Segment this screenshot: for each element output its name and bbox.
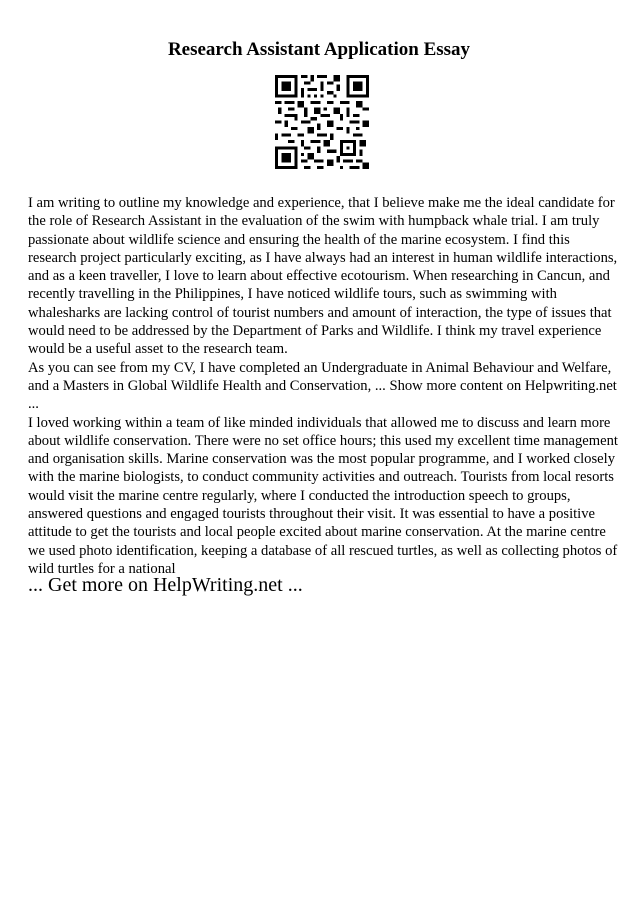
get-more-link[interactable]: ... Get more on HelpWriting.net ... [28,574,303,596]
qr-code-icon [275,75,369,169]
qr-code-graphic [275,75,369,169]
page-title: Research Assistant Application Essay [167,39,471,60]
paragraph-3: I loved working within a team of like minded individuals that allowed me to discuss and learn more about wildlife conservation. There were no set office hours; this used my excellent time management and organisation skills. Marine conservation was the most popular programme, and I worked closely with the marine biologists, to conduct community activities and outreach. Tourists from local resorts would visit the marine centre regularly, where I conducted the introduction speech to groups, answered questions and engaged tourists throughout their visit. It was essential to have a positive attitude to get the tourists and local people excited about marine conservation. At the marine centre we used photo identification, keeping a database of all rescued turtles, as well as collecting photos of wild turtles for a national [28,414,618,577]
paragraph-2: As you can see from my CV, I have completed an Undergraduate in Animal Behaviour and Welfare, and a Masters in Global Wildlife Health and Conservation, ... Show more content on Helpwriting.net ... [28,359,617,413]
essay-body [28,194,618,578]
paragraph-1: I am writing to outline my knowledge and experience, that I believe make me the ideal candidate for the role of Research Assistant in the evaluation of the swim with humpback whale trial. I am truly passionate about wildlife science and ensuring the health of the marine ecosystem. I find this research project particularly exciting, as I have always had an interest in human wildlife interactions, and as a keen traveller, I love to learn about effective ecotourism. When researching in Cancun, and recently travelling in the Philippines, I have noticed wildlife tours, such as swimming with whalesharks are lacking control of tourist numbers and amount of interaction, the type of issues that would need to be addressed by the Department of Parks and Wildlife. I think my travel experience would be a useful asset to the research team. [28,195,618,358]
